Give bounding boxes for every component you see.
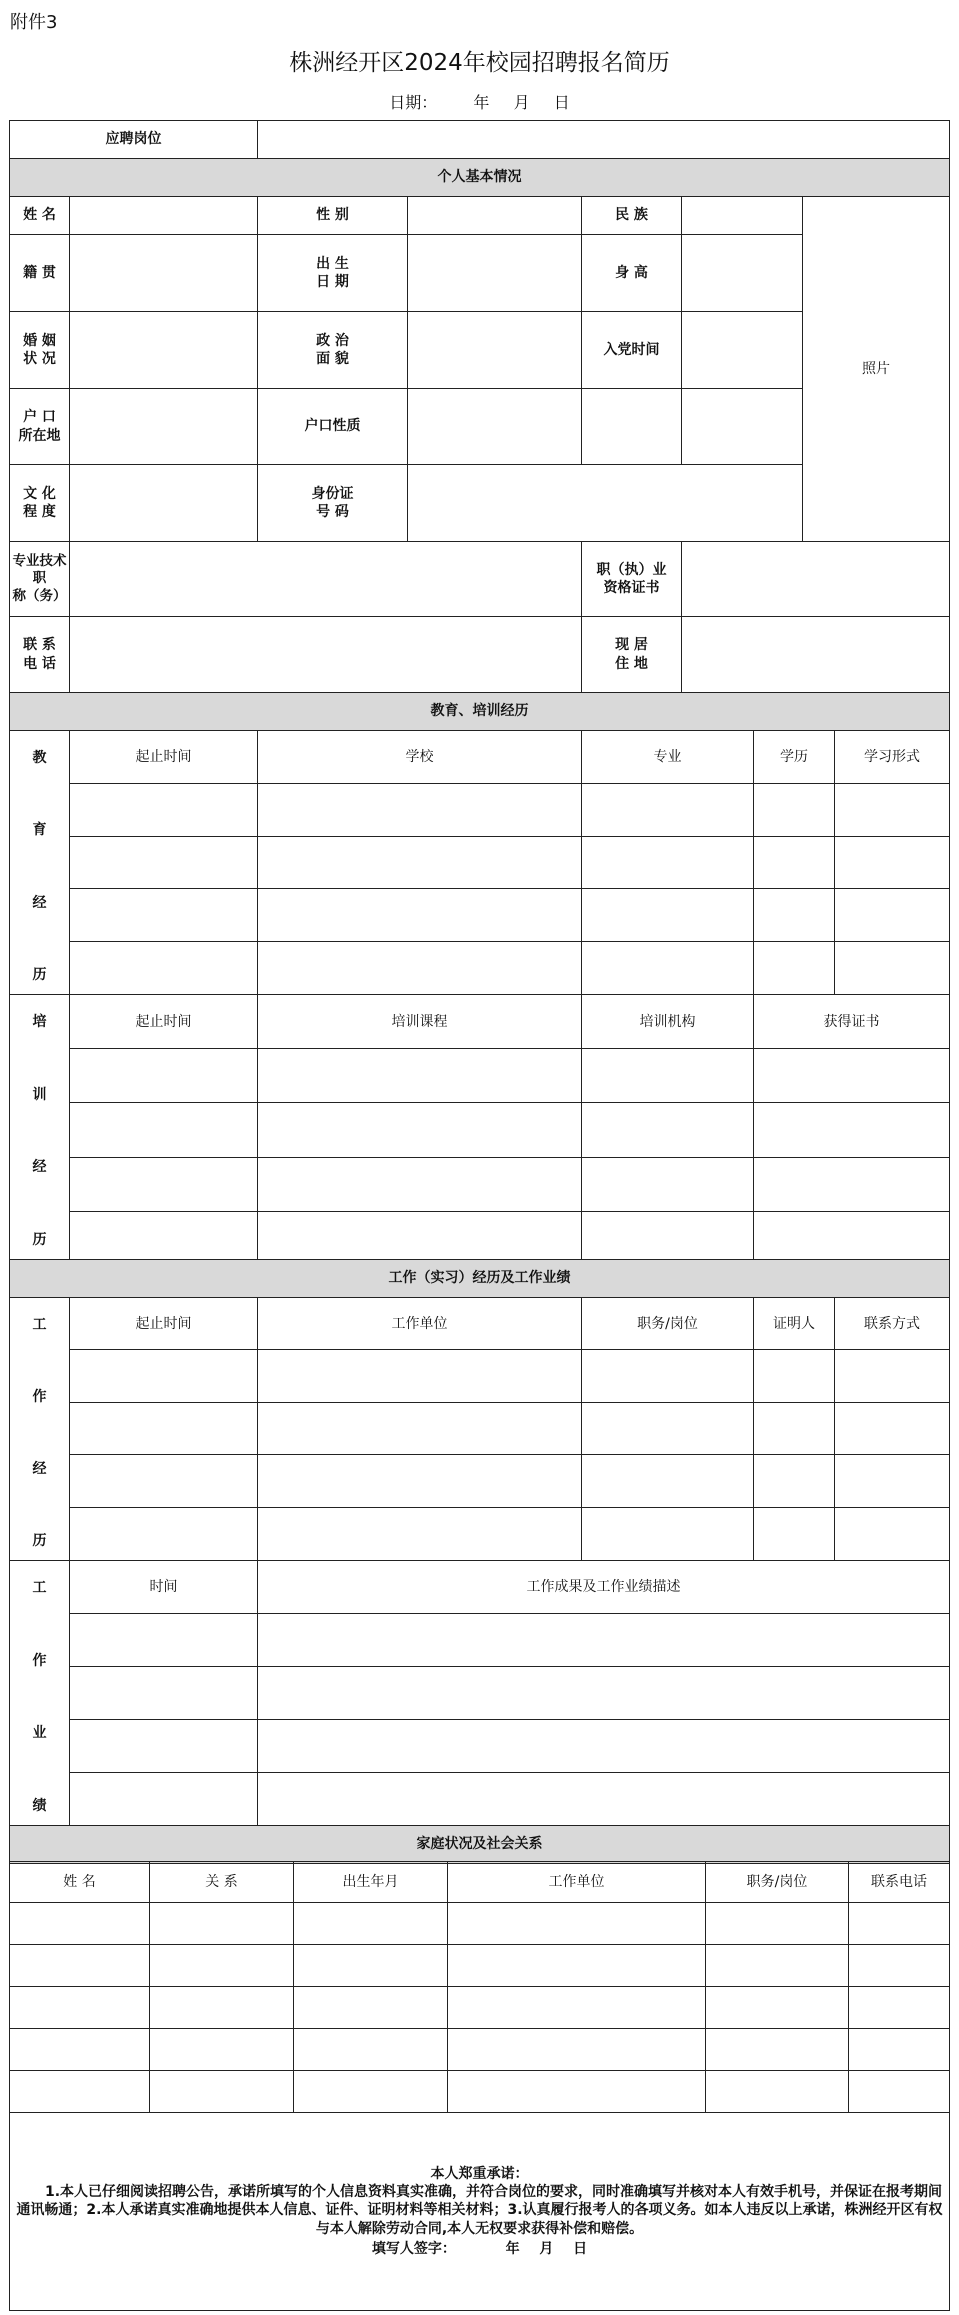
perf-header-time: 时间 xyxy=(70,1561,258,1614)
phone-label: 联 系 电 话 xyxy=(10,617,70,693)
party-date-field[interactable] xyxy=(682,312,803,389)
hukou-label: 户 口 所在地 xyxy=(10,389,70,465)
table-row xyxy=(10,836,950,888)
apply-position-label: 应聘岗位 xyxy=(10,121,258,159)
name-field[interactable] xyxy=(70,197,258,235)
table-row xyxy=(10,2029,950,2071)
work-header-position: 职务/岗位 xyxy=(582,1298,754,1350)
table-row xyxy=(10,784,950,836)
edu-header-period: 起止时间 xyxy=(70,731,258,784)
section-basic: 个人基本情况 xyxy=(10,159,950,197)
work-header-period: 起止时间 xyxy=(70,1298,258,1350)
table-row xyxy=(10,1049,950,1103)
hukou-field[interactable] xyxy=(70,389,258,465)
edu-header-mode: 学习形式 xyxy=(835,731,950,784)
ethnicity-field[interactable] xyxy=(682,197,803,235)
signature-label: 填写人签字： xyxy=(371,2240,456,2257)
political-field[interactable] xyxy=(408,312,582,389)
signature-month: 月 xyxy=(539,2240,554,2257)
table-row xyxy=(10,1987,950,2029)
qualification-label: 职（执）业 资格证书 xyxy=(582,542,682,617)
edu-header-major: 专业 xyxy=(582,731,754,784)
date-year: 年 xyxy=(473,93,490,112)
train-header-course: 培训课程 xyxy=(258,995,582,1049)
height-field[interactable] xyxy=(682,235,803,312)
signature-line xyxy=(10,2240,949,2258)
date-line xyxy=(0,90,959,113)
work-header-referee: 证明人 xyxy=(754,1298,835,1350)
train-header-certificate: 获得证书 xyxy=(754,995,950,1049)
native-place-label: 籍 贯 xyxy=(10,235,70,312)
gender-field[interactable] xyxy=(408,197,582,235)
work-performance-side-label: 工 作 业 绩 xyxy=(10,1561,70,1826)
education-level-label: 文 化 程 度 xyxy=(10,465,70,542)
work-history-side-label: 工 作 经 历 xyxy=(10,1298,70,1561)
section-family: 家庭状况及社会关系 xyxy=(10,1826,950,1864)
signature-year: 年 xyxy=(505,2240,520,2257)
native-place-field[interactable] xyxy=(70,235,258,312)
hukou-type-field[interactable] xyxy=(408,389,582,465)
table-row xyxy=(10,1350,950,1402)
family-header-relation: 关 系 xyxy=(150,1862,294,1903)
address-label: 现 居 住 地 xyxy=(582,617,682,693)
date-month: 月 xyxy=(513,93,530,112)
date-day: 日 xyxy=(553,93,570,112)
edu-header-degree: 学历 xyxy=(754,731,835,784)
promise-heading: 本人郑重承诺： xyxy=(430,2166,529,2183)
address-field[interactable] xyxy=(682,617,950,693)
political-label: 政 治 面 貌 xyxy=(258,312,408,389)
table-row xyxy=(10,941,950,994)
table-row xyxy=(10,1157,950,1211)
table-row xyxy=(10,1103,950,1157)
name-label: 姓 名 xyxy=(10,197,70,235)
family-header-birth: 出生年月 xyxy=(294,1862,448,1903)
section-education-training: 教育、培训经历 xyxy=(10,693,950,731)
pro-title-field[interactable] xyxy=(70,542,582,617)
edu-header-school: 学校 xyxy=(258,731,582,784)
table-row xyxy=(10,1903,950,1945)
photo-box[interactable] xyxy=(803,197,950,542)
perf-header-description: 工作成果及工作业绩描述 xyxy=(258,1561,950,1614)
work-header-employer: 工作单位 xyxy=(258,1298,582,1350)
apply-position-field[interactable] xyxy=(258,121,950,159)
birth-label: 出 生 日 期 xyxy=(258,235,408,312)
training-side-label: 培 训 经 历 xyxy=(10,995,70,1260)
registration-form xyxy=(9,120,950,1864)
table-row xyxy=(10,1614,950,1667)
table-row xyxy=(10,1507,950,1560)
table-row xyxy=(10,2071,950,2113)
section-work: 工作（实习）经历及工作业绩 xyxy=(10,1260,950,1298)
phone-field[interactable] xyxy=(70,617,582,693)
table-row xyxy=(10,1402,950,1454)
family-header-position: 职务/岗位 xyxy=(706,1862,849,1903)
birth-field[interactable] xyxy=(408,235,582,312)
table-row xyxy=(10,1773,950,1826)
ethnicity-label: 民 族 xyxy=(582,197,682,235)
date-label: 日期： xyxy=(389,93,438,112)
train-header-institution: 培训机构 xyxy=(582,995,754,1049)
party-date-label: 入党时间 xyxy=(582,312,682,389)
marital-field[interactable] xyxy=(70,312,258,389)
table-row xyxy=(10,1945,950,1987)
marital-label: 婚 姻 状 况 xyxy=(10,312,70,389)
pro-title-label: 专业技术职 称（务） xyxy=(10,542,70,617)
education-level-field[interactable] xyxy=(70,465,258,542)
page-title: 株洲经开区2024年校园招聘报名简历 xyxy=(289,50,670,76)
family-header-name: 姓 名 xyxy=(10,1862,150,1903)
attachment-label: 附件3 xyxy=(10,12,58,33)
train-header-period: 起止时间 xyxy=(70,995,258,1049)
promise-block xyxy=(10,2113,950,2311)
promise-text: 1.本人已仔细阅读招聘公告，承诺所填写的个人信息资料真实准确，并符合岗位的要求，同时准确填写并核对本人有效手机号，并保证在报考期间通讯畅通；2.本人承诺真实准确地提供本人信息、证件、证明材料等相关材料；3.认真履行报考人的各项义务。如本人违反以上承诺，株洲经开区有权与本人解除劳动合同,本人无权要求获得补偿和赔偿。 xyxy=(16,2184,943,2237)
height-label: 身 高 xyxy=(582,235,682,312)
table-row xyxy=(10,889,950,941)
gender-label: 性 别 xyxy=(258,197,408,235)
family-header-phone: 联系电话 xyxy=(849,1862,950,1903)
empty-cell-b[interactable] xyxy=(682,389,803,465)
family-table xyxy=(9,1861,950,2311)
work-header-contact: 联系方式 xyxy=(835,1298,950,1350)
photo-label: 照片 xyxy=(862,360,890,377)
table-row xyxy=(10,1211,950,1259)
hukou-type-label: 户口性质 xyxy=(258,389,408,465)
table-row xyxy=(10,1455,950,1507)
id-number-label: 身份证 号 码 xyxy=(258,465,408,542)
table-row xyxy=(10,1720,950,1773)
table-row xyxy=(10,1667,950,1720)
signature-day: 日 xyxy=(573,2240,588,2257)
empty-cell-a[interactable] xyxy=(582,389,682,465)
qualification-field[interactable] xyxy=(682,542,950,617)
id-number-field[interactable] xyxy=(408,465,803,542)
education-side-label: 教 育 经 历 xyxy=(10,731,70,995)
family-header-employer: 工作单位 xyxy=(448,1862,706,1903)
